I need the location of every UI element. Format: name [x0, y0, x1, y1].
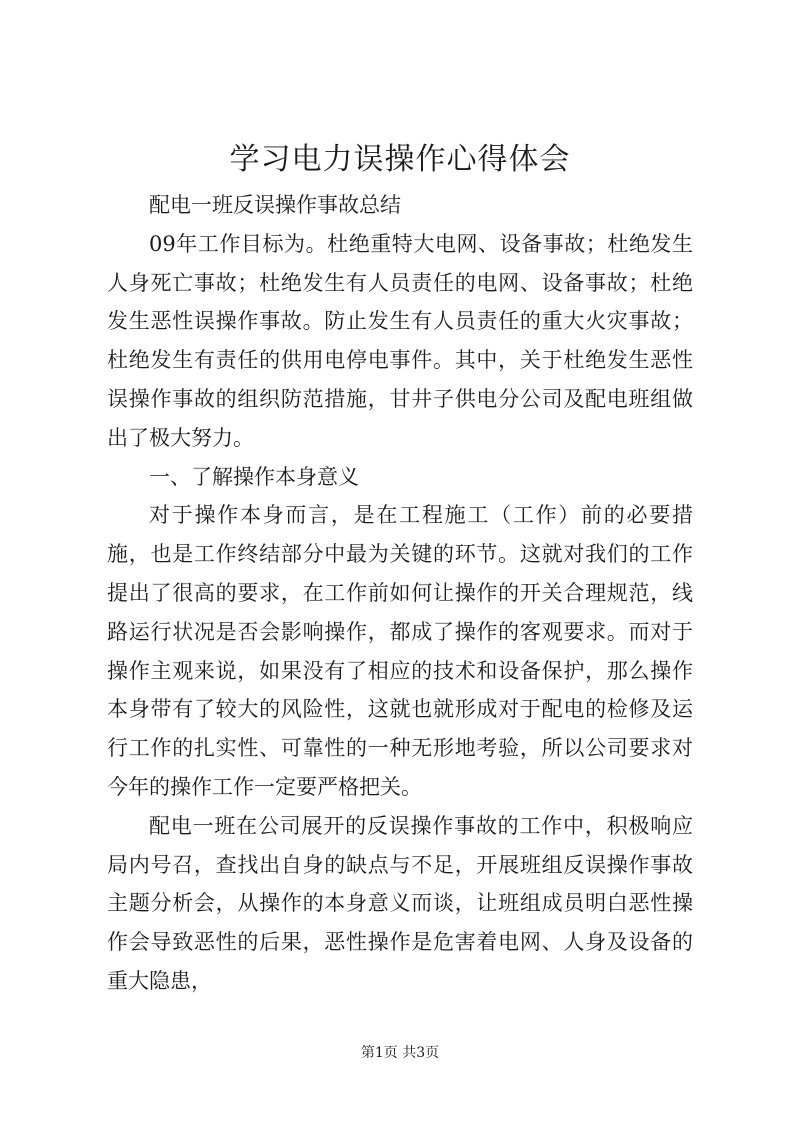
document-title: 学习电力误操作心得体会	[229, 142, 571, 177]
paragraph-subtitle: 配电一班反误操作事故总结	[149, 193, 401, 217]
page-number-footer: 第1页 共3页	[360, 1045, 440, 1061]
paragraph-goals: 09年工作目标为。杜绝重特大电网、设备事故；杜绝发生人身死亡事故；杜绝发生有人员责任的电网、设备事故；杜绝发生恶性误操作事故。防止发生有人员责任的重大火灾事故；杜绝发生有责任的供用电停电事件。其中，关于杜绝发生恶性误操作事故的组织防范措施，甘井子供电分公司及配电班组做出了极大努力。	[107, 231, 693, 450]
section-heading: 一、了解操作本身意义	[149, 464, 359, 489]
paragraph-team-response: 配电一班在公司展开的反误操作事故的工作中，积极响应局内号召，查找出自身的缺点与不足，开展班组反误操作事故主题分析会，从操作的本身意义而谈，让班组成员明白恶性操作会导致恶性的后果，恶性操作是危害着电网、人身及设备的重大隐患，	[107, 813, 693, 993]
document-body	[107, 186, 693, 1001]
paragraph-operation-meaning: 对于操作本身而言，是在工程施工（工作）前的必要措施，也是工作终结部分中最为关键的环节。这就对我们的工作提出了很高的要求，在工作前如何让操作的开关合理规范，线路运行状况是否会影响操作，都成了操作的客观要求。而对于操作主观来说，如果没有了相应的技术和设备保护，那么操作本身带有了较大的风险性，这就也就形成对于配电的检修及运行工作的扎实性、可靠性的一种无形地考验，所以公司要求对今年的操作工作一定要严格把关。	[107, 503, 693, 799]
